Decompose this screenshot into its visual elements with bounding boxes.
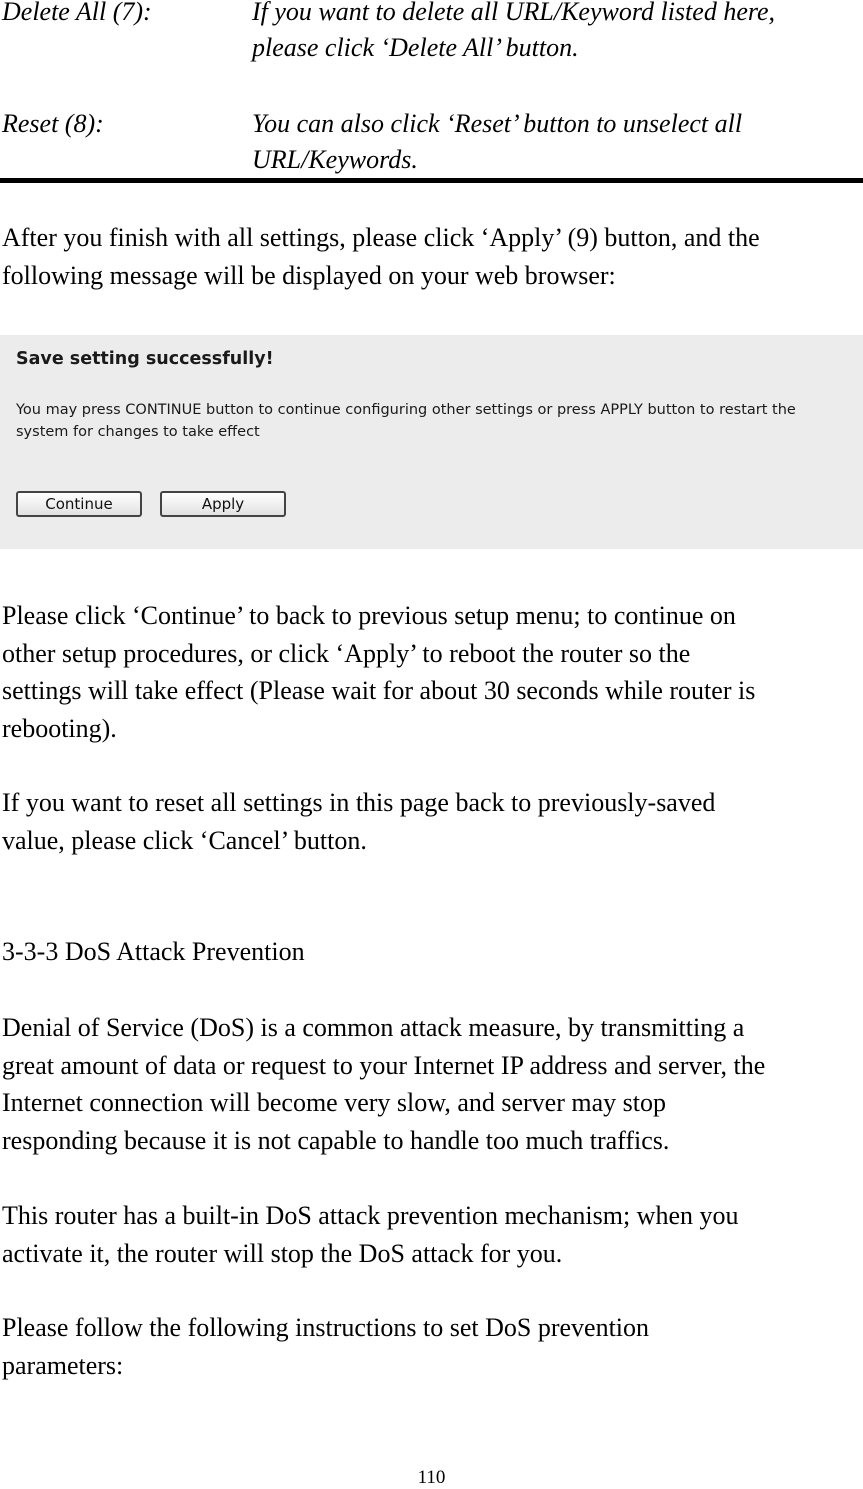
definition-term-reset: Reset (8):: [2, 109, 104, 138]
paragraph-line: responding because it is not capable to handle too much traffics.: [2, 1125, 670, 1155]
paragraph-line: Internet connection will become very slow, and server may stop: [2, 1088, 666, 1117]
paragraph-line: following message will be displayed on your web browser:: [2, 260, 616, 290]
message-line: You may press CONTINUE button to continue configuring other settings or press APPLY button to restart the: [16, 402, 796, 418]
save-success-title: Save setting successfully!: [16, 349, 274, 369]
definition-desc-line: please click ‘Delete All’ button.: [252, 33, 579, 62]
paragraph-line: activate it, the router will stop the DoS attack for you.: [2, 1238, 563, 1268]
paragraph-line: rebooting).: [2, 713, 117, 743]
definition-term-delete-all: Delete All (7):: [2, 0, 152, 26]
paragraph-line: Please follow the following instructions to set DoS prevention: [2, 1313, 650, 1342]
paragraph-line: parameters:: [2, 1350, 124, 1380]
paragraph-line: settings will take effect (Please wait for about 30 seconds while router is: [2, 676, 756, 705]
page-number: 110: [417, 1467, 446, 1488]
section-heading: 3-3-3 DoS Attack Prevention: [2, 937, 305, 966]
table-bottom-rule: [0, 178, 863, 183]
paragraph-line: This router has a built-in DoS attack prevention mechanism; when you: [2, 1201, 739, 1230]
paragraph-line: other setup procedures, or click ‘Apply’ to reboot the router so the: [2, 638, 691, 668]
paragraph-line: After you finish with all settings, please click ‘Apply’ (9) button, and the: [2, 223, 760, 252]
paragraph-line: value, please click ‘Cancel’ button.: [2, 825, 367, 855]
save-success-message: [16, 399, 856, 443]
intro-paragraph: [2, 219, 860, 294]
dos-mechanism-paragraph: [2, 1197, 860, 1272]
definition-desc-reset: [252, 106, 857, 178]
continue-button[interactable]: Continue: [16, 491, 142, 517]
paragraph-line: Please click ‘Continue’ to back to previous setup menu; to continue on: [2, 601, 736, 630]
definition-desc-line: URL/Keywords.: [252, 145, 418, 174]
dos-intro-paragraph: [2, 1009, 860, 1159]
paragraph-line: Denial of Service (DoS) is a common attack measure, by transmitting a: [2, 1013, 745, 1042]
definition-desc-delete-all: [252, 0, 857, 66]
definition-desc-line: If you want to delete all URL/Keyword listed here,: [252, 0, 776, 26]
paragraph-line: great amount of data or request to your Internet IP address and server, the: [2, 1050, 766, 1080]
cancel-paragraph: [2, 784, 860, 859]
definition-desc-line: You can also click ‘Reset’ button to unselect all: [252, 109, 743, 138]
save-success-screenshot: [0, 335, 863, 549]
paragraph-line: If you want to reset all settings in this page back to previously-saved: [2, 788, 716, 817]
message-line: system for changes to take effect: [16, 424, 260, 440]
continue-paragraph: [2, 597, 860, 747]
dos-instructions-paragraph: [2, 1309, 860, 1384]
apply-button[interactable]: Apply: [160, 491, 286, 517]
